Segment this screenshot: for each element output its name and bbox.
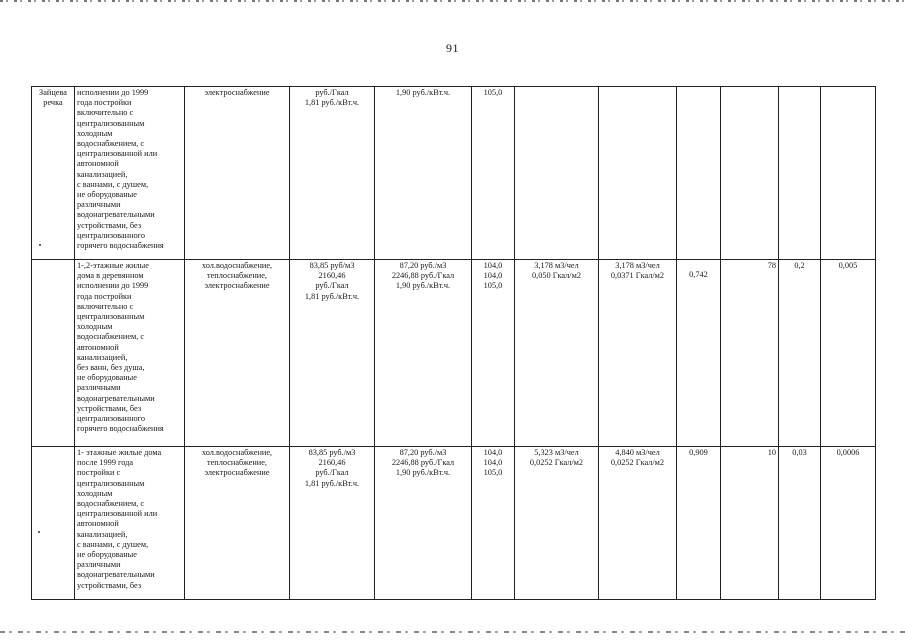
services-cell: хол.водоснабжение, теплоснабжение, электроснабжение: [185, 260, 290, 447]
scan-speck: [39, 244, 41, 246]
value-cell: [821, 87, 876, 260]
settlement-cell: [32, 260, 75, 447]
page-number: 91: [446, 41, 459, 55]
ratio-cell: 0,909: [677, 447, 721, 600]
share-cell: 0,03: [779, 447, 821, 600]
scan-edge-bottom: [0, 631, 905, 633]
services-cell: хол.водоснабжение, теплоснабжение, электроснабжение: [185, 447, 290, 600]
consumption-norm-new-cell: 4,840 м3/чел 0,0252 Гкал/м2: [599, 447, 677, 600]
housing-description-cell: исполнении до 1999 года постройки включительно с централизованным холодным водоснабжением, с централизованной или автономной канализацией, с ваннами, с душем, не оборудованые различными водонагревательными устройствами, без централизованного горячего водоснабжения: [75, 87, 185, 260]
table-row: [32, 260, 876, 447]
value-cell: 0,005: [821, 260, 876, 447]
count-cell: [721, 87, 779, 260]
consumption-norm-cell: 5,323 м3/чел 0,0252 Гкал/м2: [515, 447, 599, 600]
services-cell: электроснабжение: [185, 87, 290, 260]
tariff-current-cell: 83,85 руб./м3 2160,46 руб./Гкал 1,81 руб./кВт.ч.: [290, 447, 375, 600]
scan-speck: [38, 531, 40, 533]
growth-index-cell: 105,0: [472, 87, 515, 260]
scan-edge-top: [0, 0, 905, 2]
housing-description-cell: 1-,2-этажные жилые дома в деревянном исполнении до 1999 года постройки включительно с централизованным холодным водоснабжением, с автономной канализацией, без ванн, без душа, не оборудованые различными водонагревательными устройствами, без централизованного горячего водоснабжения: [75, 260, 185, 447]
tariff-new-cell: 87,20 руб./м3 2246,88 руб./Гкал 1,90 руб./кВт.ч.: [375, 260, 472, 447]
count-cell: 78: [721, 260, 779, 447]
ratio-cell-wrapper: [677, 260, 721, 447]
ratio-cell: 0,742: [689, 270, 708, 279]
tariff-table: [31, 86, 876, 600]
ratio-cell: [677, 87, 721, 260]
table-row: [32, 87, 876, 260]
tariff-new-cell: 87,20 руб./м3 2246,88 руб./Гкал 1,90 руб./кВт.ч.: [375, 447, 472, 600]
value-cell: 0,0006: [821, 447, 876, 600]
table-row: [32, 447, 876, 600]
share-cell: 0,2: [779, 260, 821, 447]
tariff-new-cell: 1,90 руб./кВт.ч.: [375, 87, 472, 260]
consumption-norm-cell: [515, 87, 599, 260]
settlement-cell: Зайцева речка: [32, 87, 75, 260]
growth-index-cell: 104,0 104,0 105,0: [472, 260, 515, 447]
consumption-norm-new-cell: [599, 87, 677, 260]
consumption-norm-new-cell: 3,178 м3/чел 0,0371 Гкал/м2: [599, 260, 677, 447]
tariff-current-cell: 83,85 руб/м3 2160,46 руб./Гкал 1,81 руб./кВт.ч.: [290, 260, 375, 447]
housing-description-cell: 1- этажные жилые дома после 1999 года постройки с централизованным холодным водоснабжением, с централизованной или автономной канализацией, с ваннами, с душем, не оборудованые различными водонагревательными устройствами, без: [75, 447, 185, 600]
growth-index-cell: 104,0 104,0 105,0: [472, 447, 515, 600]
share-cell: [779, 87, 821, 260]
tariff-current-cell: руб./Гкал 1,81 руб./кВт.ч.: [290, 87, 375, 260]
consumption-norm-cell: 3,178 м3/чел 0,050 Гкал/м2: [515, 260, 599, 447]
count-cell: 10: [721, 447, 779, 600]
settlement-cell: [32, 447, 75, 600]
